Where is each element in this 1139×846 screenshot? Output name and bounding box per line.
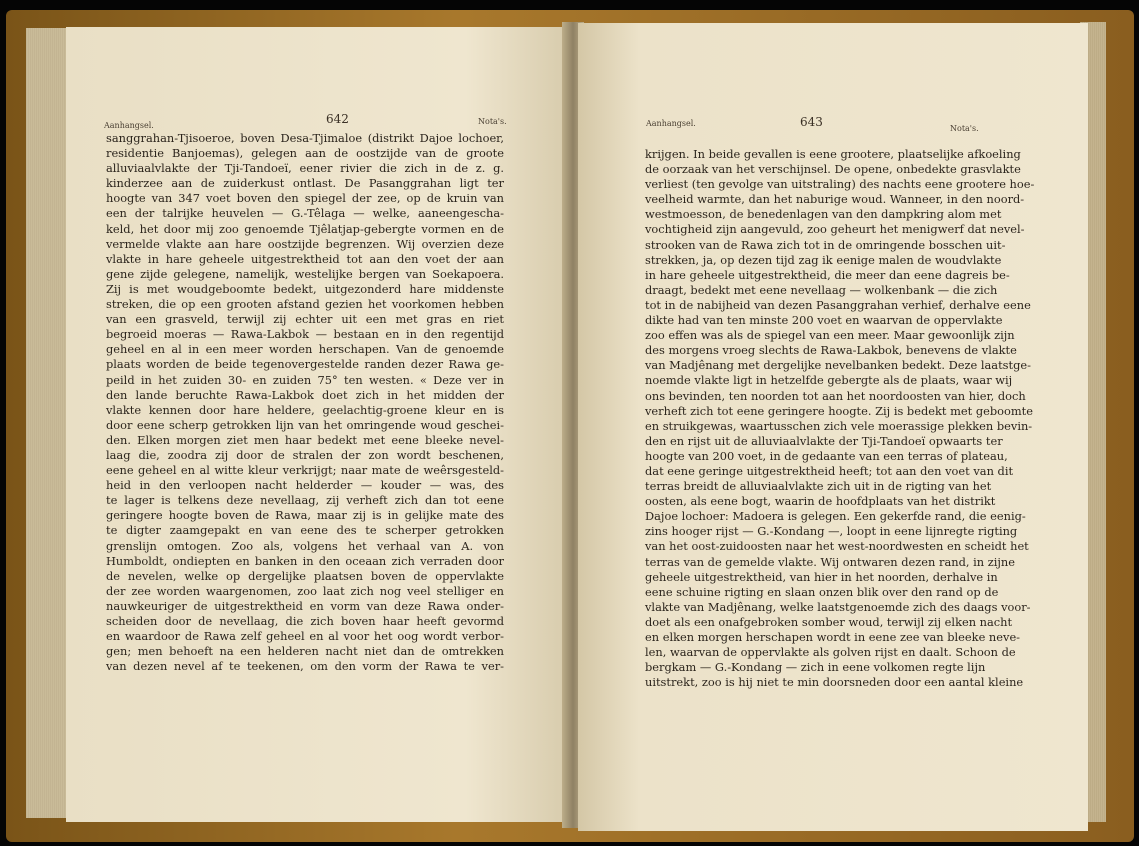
text-line: de oorzaak van het verschijnsel. De opene, onbedekte grasvlakte bbox=[645, 162, 1021, 177]
left-header-right: Nota's. bbox=[478, 117, 507, 126]
text-line: verliest (ten gevolge van uitstraling) des nachts eene grootere hoe- bbox=[645, 177, 1035, 192]
text-line: zoo effen was als de spiegel van een meer. Maar gewoonlijk zijn bbox=[645, 328, 1015, 343]
text-line: len, waarvan de oppervlakte als golven rijst en daalt. Schoon de bbox=[645, 645, 1016, 660]
text-line: des morgens vroeg slechts de Rawa-Lakbok, benevens de vlakte bbox=[645, 343, 1017, 358]
text-line: uitstrekt, zoo is hij niet te min doorsneden door een aantal kleine bbox=[645, 675, 1024, 690]
text-line: draagt, bedekt met eene nevellaag — wolkenbank — die zich bbox=[645, 282, 998, 297]
right-page-number: 643 bbox=[800, 115, 823, 129]
text-line: den en rijst uit de alluviaalvlakte der Tji-Tandoeï opwaarts ter bbox=[645, 433, 1003, 448]
text-line: scheiden door de nevellaag, die zich boven haar heeft gevormd bbox=[106, 614, 504, 628]
text-line: keld, het door mij zoo genoemde Tjêlatjap-gebergte vormen en de bbox=[106, 221, 504, 236]
text-line: zins hooger rijst — G.-Kondang —, loopt in eene lijnregte rigting bbox=[645, 524, 1018, 539]
text-line: terras breidt de alluviaalvlakte zich uit in de rigting van het bbox=[645, 479, 992, 494]
text-line: Zij is met woudgeboomte bedekt, uitgezonderd hare middenste bbox=[106, 281, 504, 296]
text-line: dikte had van ten minste 200 voet en waarvan de oppervlakte bbox=[645, 313, 1003, 328]
text-line: plaats worden de beide tegenovergestelde randen dezer Rawa ge- bbox=[106, 357, 504, 372]
text-line: geringere hoogte boven de Rawa, maar zij is in gelijke mate des bbox=[106, 508, 504, 523]
text-line: gene zijde gelegene, namelijk, westelijke bergen van Soekapoera. bbox=[106, 266, 504, 281]
text-line: en struikgewas, waartusschen zich vele moerassige plekken bevin- bbox=[645, 418, 1033, 433]
text-line: eene geheel en al witte kleur verkrijgt; naar mate de weêrsgesteld- bbox=[106, 463, 504, 478]
text-line: den lande beruchte Rawa-Lakbok doet zich in het midden der bbox=[106, 387, 504, 402]
text-line: peild in het zuiden 30- en zuiden 75° ten westen. « Deze ver in bbox=[106, 372, 504, 387]
text-line: vochtigheid zijn aangevuld, zoo geheurt het menigwerf dat nevel- bbox=[645, 222, 1025, 237]
text-line: en waardoor de Rawa zelf geheel en al voor het oog wordt verbor- bbox=[106, 629, 504, 644]
text-line: sanggrahan-Tjisoeroe, boven Desa-Tjimaloe (distrikt Dajoe lochoer, bbox=[106, 131, 504, 145]
text-line: dat eene geringe uitgestrektheid heeft; tot aan den voet van dit bbox=[645, 463, 1014, 478]
left-header-left: Aanhangsel. bbox=[104, 121, 154, 130]
text-line: tot in de nabijheid van dezen Pasanggrahan verhief, derhalve eene bbox=[645, 297, 1031, 312]
text-line: kinderzee aan de zuiderkust ontlast. De Pasanggrahan ligt ter bbox=[106, 176, 504, 191]
text-line: westmoesson, de benedenlagen van den dampkring alom met bbox=[645, 207, 1002, 222]
text-line: veelheid warmte, dan het naburige woud. Wanneer, in den noord- bbox=[645, 192, 1025, 207]
text-line: en elken morgen herschapen wordt in eene zee van bleeke neve- bbox=[645, 630, 1021, 644]
text-line: alluviaalvlakte der Tji-Tandoeï, eener rivier die zich in de z. g. bbox=[106, 161, 504, 176]
text-line: door eene scherp getrokken lijn van het omringende woud geschei- bbox=[106, 417, 504, 432]
text-line: doet als een onafgebroken somber woud, terwijl zij elken nacht bbox=[645, 614, 1013, 629]
text-line: van het oost-zuidoosten naar het west-noordwesten en scheidt het bbox=[645, 539, 1029, 554]
text-line: der zee worden waargenomen, zoo laat zich nog veel stelliger en bbox=[106, 583, 504, 598]
text-line: verheft zich tot eene geringere hoogte. Zij is bedekt met geboomte bbox=[645, 403, 1033, 418]
text-line: nauwkeuriger de uitgestrektheid en vorm van deze Rawa onder- bbox=[106, 598, 504, 613]
text-line: vlakte van Madjênang, welke laatstgenoemde zich des daags voor- bbox=[645, 599, 1031, 614]
text-line: van Madjênang met dergelijke nevelbanken bedekt. Deze laatstge- bbox=[645, 358, 1031, 373]
text-line: ons bevinden, ten noorden tot aan het noordoosten van hier, doch bbox=[645, 388, 1026, 403]
text-line: de nevelen, welke op dergelijke plaatsen boven de oppervlakte bbox=[106, 568, 504, 583]
text-line: residentie Banjoemas), gelegen aan de oostzijde van de groote bbox=[106, 146, 504, 161]
text-line: bergkam — G.-Kondang — zich in eene volkomen regte lijn bbox=[645, 660, 986, 675]
text-line: geheel en al in een meer worden herschapen. Van de genoemde bbox=[106, 342, 504, 357]
text-line: begroeid moeras — Rawa-Lakbok — bestaan en in den regentijd bbox=[106, 327, 504, 342]
text-line: eene schuine rigting en slaan onzen blik over den rand op de bbox=[645, 584, 999, 599]
right-header-left: Aanhangsel. bbox=[646, 119, 696, 128]
text-line: geheele uitgestrektheid, van hier in het noorden, derhalve in bbox=[645, 569, 998, 584]
text-line: grenslijn omtogen. Zoo als, volgens het verhaal van A. von bbox=[106, 538, 504, 553]
text-line: te lager is telkens deze nevellaag, zij verheft zich dan tot eene bbox=[106, 493, 504, 508]
text-line: laag die, zoodra zij door de stralen der zon wordt beschenen, bbox=[106, 447, 504, 462]
text-line: van dezen nevel af te teekenen, om den vorm der Rawa te ver- bbox=[106, 659, 504, 674]
text-line: een der talrijke heuvelen — G.-Têlaga — welke, aaneengescha- bbox=[106, 206, 504, 221]
text-line: hoogte van 200 voet, in de gedaante van een terras of plateau, bbox=[645, 448, 1008, 463]
text-line: Humboldt, ondiepten en banken in den oceaan zich verraden door bbox=[106, 553, 504, 568]
text-line: den. Elken morgen ziet men haar bedekt met eene bleeke nevel- bbox=[106, 432, 504, 447]
text-line: hoogte van 347 voet boven den spiegel der zee, op de kruin van bbox=[106, 191, 504, 206]
text-line: in hare geheele uitgestrektheid, die meer dan eene dagreis be- bbox=[645, 267, 1010, 282]
text-line: strekken, ja, op dezen tijd zag ik eenige malen de woudvlakte bbox=[645, 252, 1002, 267]
text-line: streken, die op een grooten afstand gezien het voorkomen hebben bbox=[106, 297, 504, 312]
left-page-number: 642 bbox=[326, 112, 349, 126]
text-line: te digter zaamgepakt en van eene des te scherper getrokken bbox=[106, 523, 504, 538]
text-line: krijgen. In beide gevallen is eene grootere, plaatselijke afkoeling bbox=[645, 147, 1021, 161]
left-page-edges bbox=[26, 28, 70, 818]
text-line: oosten, als eene bogt, waarin de hoofdplaats van het distrikt bbox=[645, 494, 996, 509]
text-line: vlakte in hare geheele uitgestrektheid tot aan den voet der aan bbox=[106, 251, 504, 266]
text-line: heid in den verloopen nacht helderder — kouder — was, des bbox=[106, 478, 504, 493]
text-line: strooken van de Rawa zich tot in de omringende bosschen uit- bbox=[645, 237, 1006, 252]
text-line: vermelde vlakte aan hare oostzijde begrenzen. Wij overzien deze bbox=[106, 236, 504, 251]
text-line: Dajoe lochoer: Madoera is gelegen. Een gekerfde rand, die eenig- bbox=[645, 509, 1026, 524]
text-line: noemde vlakte ligt in hetzelfde gebergte als de plaats, waar wij bbox=[645, 373, 1013, 388]
text-line: vlakte kennen door hare heldere, geelachtig-groene kleur en is bbox=[106, 402, 504, 417]
right-page-body bbox=[645, 147, 1035, 690]
text-line: gen; men behoeft na een helderen nacht niet dan de omtrekken bbox=[106, 644, 504, 659]
text-line: van een grasveld, terwijl zij echter uit een met gras en riet bbox=[106, 312, 504, 327]
right-header-right: Nota's. bbox=[950, 124, 979, 133]
left-page-body bbox=[106, 131, 504, 674]
text-line: terras van de gemelde vlakte. Wij ontwaren dezen rand, in zijne bbox=[645, 554, 1015, 569]
